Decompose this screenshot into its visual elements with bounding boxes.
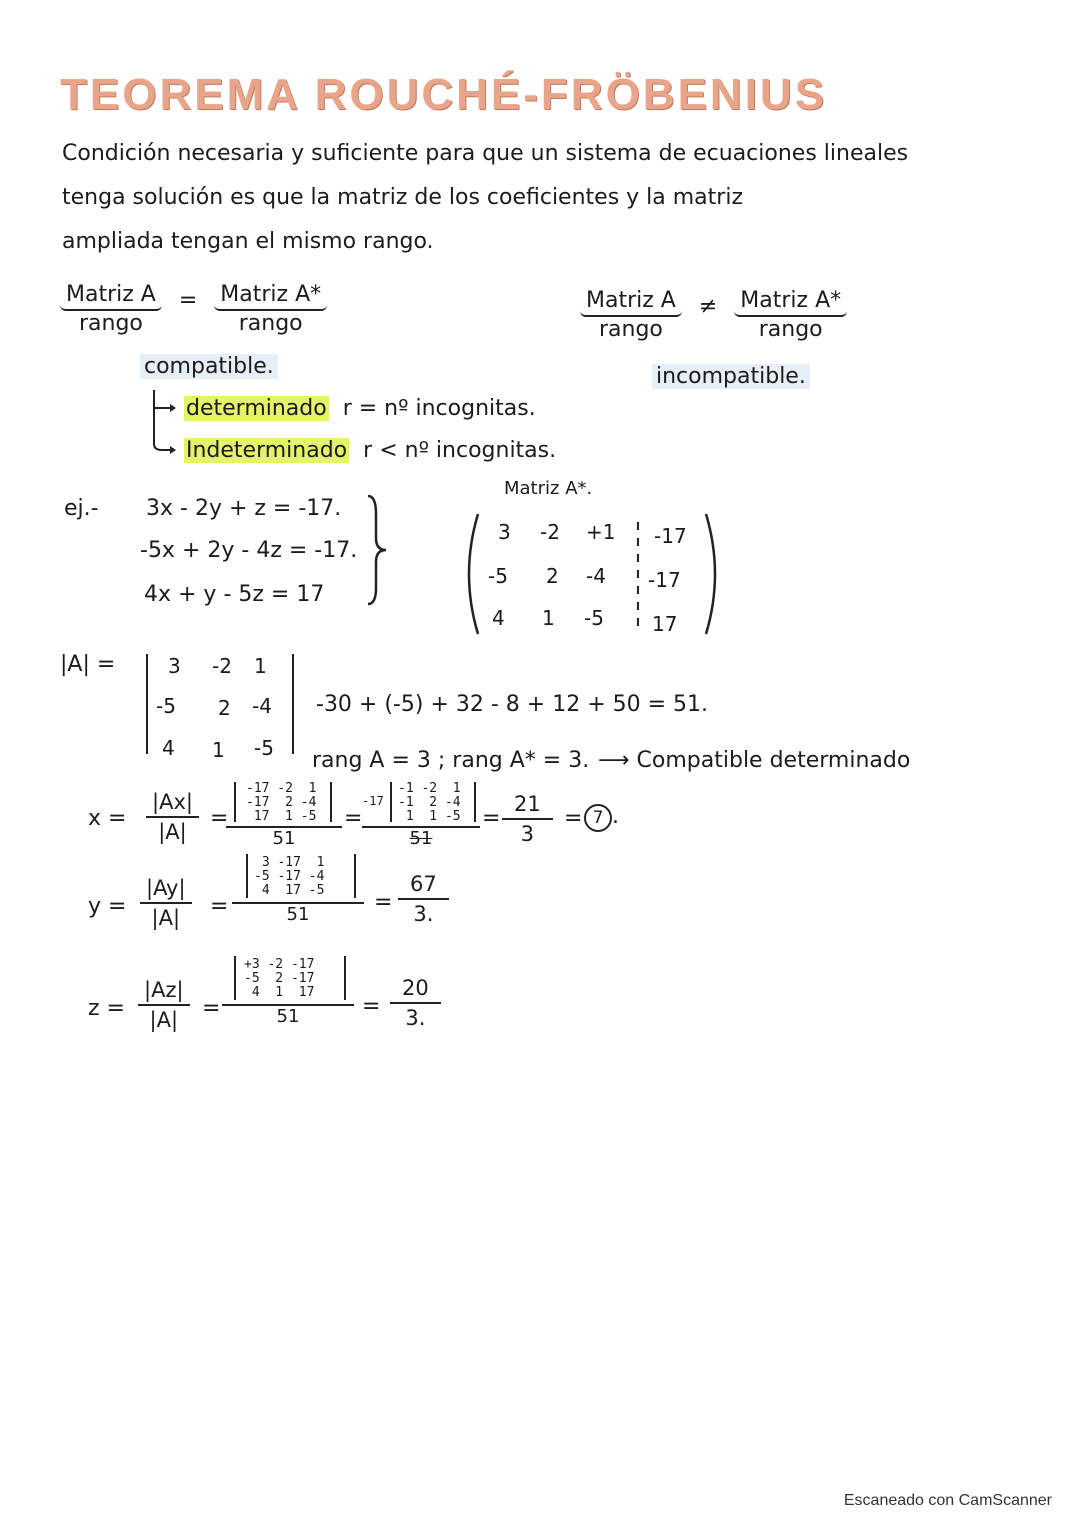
case-tree-lines — [140, 388, 180, 458]
case-determinado: determinado r = nº incognitas. — [186, 396, 536, 421]
matrix-cell: -4 — [586, 564, 606, 588]
case-indeterminado: Indeterminado r < nº incognitas. — [186, 438, 557, 463]
system-brace — [360, 494, 390, 606]
z-var: z = — [88, 996, 125, 1021]
det-cell: -4 — [252, 694, 272, 718]
z-result-fraction: $\frac{20}{3.}$ — [390, 976, 441, 1030]
equals-sign: = — [374, 890, 393, 915]
det-cell: -2 — [212, 654, 232, 678]
matrix-cell: -5 — [488, 564, 508, 588]
equation-3: 4x + y - 5z = 17 — [144, 582, 325, 607]
equation-2: -5x + 2y - 4z = -17. — [140, 538, 358, 563]
equation-1: 3x - 2y + z = -17. — [146, 496, 342, 521]
matrix-cell: 3 — [498, 520, 511, 544]
y-cramer-fraction: $\frac{|Ay|}{|A|}$ — [140, 876, 192, 930]
y-var: y = — [88, 894, 127, 919]
not-equal-sign: ≠ — [698, 294, 718, 319]
det-cell: 1 — [254, 654, 267, 678]
equals-sign: = — [178, 288, 198, 313]
equals-sign: = — [202, 996, 221, 1021]
intro-line-1: Condición necesaria y suficiente para que un sistema de ecuaciones lineales — [62, 141, 909, 166]
z-cramer-fraction: $\frac{|Az|}{|A|}$ — [138, 978, 190, 1032]
page-title: TEOREMA ROUCHÉ-FRÖBENIUS — [60, 70, 828, 119]
x-det-fraction: -17 -2 1 -17 2 -4 17 1 -5 51 — [226, 780, 342, 849]
y-result-fraction: $\frac{67}{3.}$ — [398, 872, 449, 926]
rango-label: rango — [78, 311, 143, 336]
det-a-label: |A| = — [60, 652, 116, 677]
det-cell: 3 — [168, 654, 181, 678]
matrix-cell: -17 — [648, 568, 681, 592]
det-expansion: -30 + (-5) + 32 - 8 + 12 + 50 = 51. — [316, 692, 709, 717]
matrix-cell: -5 — [584, 606, 604, 630]
matrix-cell: -17 — [654, 524, 687, 548]
intro-line-3: ampliada tengan el mismo rango. — [62, 229, 434, 254]
x-result: 7 . — [584, 804, 619, 832]
example-prefix: ej.- — [64, 496, 99, 521]
rango-label: rango — [598, 317, 663, 342]
x-det2-fraction: -17 -1 -2 1 -1 2 -4 1 1 -5 51 — [362, 780, 480, 849]
equals-sign: = — [344, 806, 363, 831]
compare-left — [60, 282, 327, 336]
equals-sign: = — [362, 994, 381, 1019]
y-det-fraction: 3 -17 1 -5 -17 -4 4 17 -5 51 — [232, 852, 364, 925]
equals-sign: = — [482, 806, 501, 831]
det-cell: 4 — [162, 736, 175, 760]
matrix-a-label: Matriz A — [60, 282, 162, 311]
matrix-cell: 2 — [546, 564, 559, 588]
matrix-a-label: Matriz A — [580, 288, 682, 317]
compatible-label: compatible. — [140, 354, 278, 379]
matrix-a-star-label: Matriz A* — [214, 282, 327, 311]
matrix-a-star-label: Matriz A* — [734, 288, 847, 317]
rango-label: rango — [758, 317, 823, 342]
rank-statement: rang A = 3 ; rang A* = 3. — [312, 748, 590, 773]
det-cell: -5 — [254, 736, 274, 760]
det-bar-right — [292, 654, 294, 754]
intro-line-2: tenga solución es que la matriz de los coeficientes y la matriz — [62, 185, 743, 210]
x-cramer-fraction: $\frac{|Ax|}{|A|}$ — [146, 790, 199, 844]
matrix-cell: 1 — [542, 606, 555, 630]
compare-right — [580, 288, 847, 342]
equals-sign: = — [564, 806, 583, 831]
matrix-a-star-title: Matriz A*. — [504, 478, 593, 499]
matrix-cell: -2 — [540, 520, 560, 544]
x-result-fraction: $\frac{21}{3}$ — [502, 792, 553, 846]
equals-sign: = — [210, 894, 229, 919]
x-var: x = — [88, 806, 127, 831]
det-cell: -5 — [156, 694, 176, 718]
matrix-cell: 17 — [652, 612, 678, 636]
camscanner-watermark: Escaneado con CamScanner — [843, 1492, 1052, 1509]
det-bar-left — [146, 654, 148, 754]
rango-label: rango — [238, 311, 303, 336]
det-cell: 1 — [212, 738, 225, 762]
incompatible-label: incompatible. — [652, 364, 810, 389]
matrix-cell: +1 — [586, 520, 616, 544]
arrow-right-icon: ⟶ — [598, 748, 630, 773]
conclusion: ⟶ Compatible determinado — [598, 748, 911, 773]
equals-sign: = — [210, 806, 229, 831]
z-det-fraction: +3 -2 -17 -5 2 -17 4 1 17 51 — [222, 954, 354, 1027]
det-cell: 2 — [218, 696, 231, 720]
matrix-cell: 4 — [492, 606, 505, 630]
